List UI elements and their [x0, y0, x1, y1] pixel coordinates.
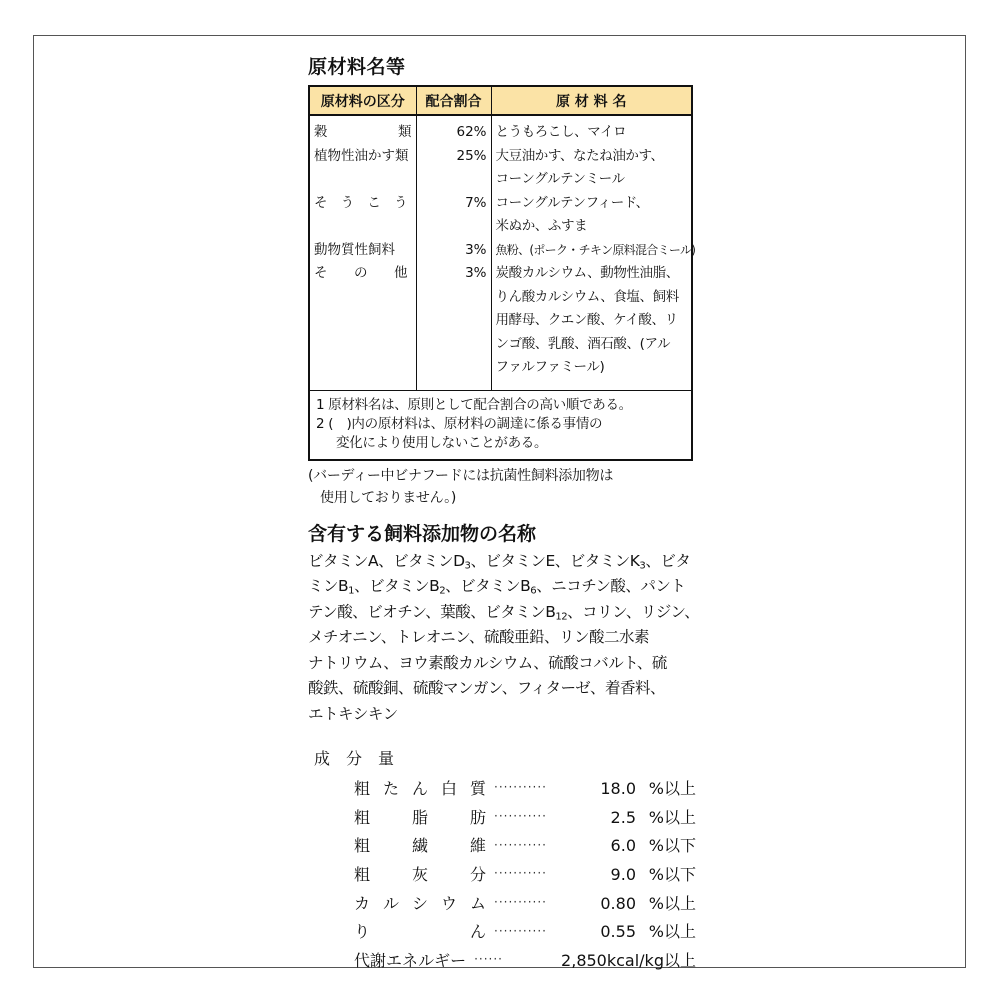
text-span: 、ビタミン [445, 577, 521, 595]
percent-animal: 3% [465, 241, 487, 258]
composition-name-char: 質 [469, 778, 486, 798]
composition-name [354, 862, 486, 885]
composition-name-char: 粗 [354, 807, 371, 827]
composition-unit: %以下 [648, 836, 696, 856]
composition-row [308, 802, 696, 831]
text-span: 、コリン、リジン、 [567, 602, 700, 621]
materials-column [491, 115, 696, 390]
vitamin-d3-subscript: 3 [464, 560, 471, 572]
composition-name-char: ネ [402, 950, 419, 970]
text-span: 、ビタミンE、ビタミン [470, 551, 630, 570]
composition-name-char: カ [354, 893, 371, 913]
header-materials: 原 材 料 名 [491, 86, 692, 115]
percent-column [416, 115, 491, 390]
additives-line-7: エトキシキン [308, 704, 398, 723]
percent-oilcake: 25% [456, 147, 487, 164]
leader-dots: ··········· [494, 923, 547, 938]
text-span: ミン [308, 577, 339, 595]
composition-value-group [547, 776, 696, 799]
ingredients-table [308, 85, 696, 461]
composition-name-char: ウ [440, 893, 457, 913]
additives-line-5: ナトリウム、ヨウ素酸カルシウム、硫酸コバルト、硫 [308, 653, 667, 672]
additives-line-3 [308, 600, 700, 626]
composition-unit: %以上 [648, 922, 696, 942]
category-animal: 動物質性飼料 [314, 241, 395, 258]
text-span: 、ニコチン酸、パント [536, 577, 686, 595]
additives-title: 含有する飼料添加物の名称 [308, 522, 537, 545]
materials-line: ンゴ酸、乳酸、酒石酸、(アル [495, 335, 671, 352]
text-span: 、ビタミン [354, 577, 430, 595]
composition-name [354, 776, 486, 799]
vitamin-b1-letter: B [338, 577, 349, 595]
composition-value-group [503, 948, 696, 971]
remark-line-1: (バーディー中ビナフードには抗菌性飼料添加物は [308, 467, 614, 484]
materials-line: コーングルテンフィード、 [495, 194, 649, 211]
composition-unit: %以上 [648, 893, 696, 913]
leader-dots: ······ [474, 952, 503, 967]
composition-unit: %以下 [648, 864, 696, 884]
composition-name-char: 肪 [469, 807, 486, 827]
composition-title: 成分量 [314, 749, 411, 768]
composition-name-char: 繊 [411, 836, 428, 856]
additives-line-1 [308, 549, 696, 575]
vitamin-b12 [545, 603, 567, 621]
composition-name [354, 805, 486, 828]
category-bran-char-1: そ [314, 194, 328, 211]
category-bran-char-2: う [340, 194, 355, 211]
category-grain-char-1: 穀 [314, 124, 328, 140]
composition-row [308, 830, 696, 859]
header-percent: 配合割合 [416, 86, 491, 115]
materials-line: 魚粉、(ポーク・チキン原料混合ミール) [495, 242, 696, 257]
materials-line: 炭酸カルシウム、動物性油脂、 [495, 265, 679, 281]
composition-name-char: ム [469, 893, 486, 913]
table-header-row [309, 86, 692, 115]
composition-name [354, 833, 486, 856]
composition-name-char: 維 [469, 836, 486, 856]
note-1: 1 原材料名は、原則として配合割合の高い順である。 [316, 396, 632, 413]
ingredients-title: 原材料名等 [308, 56, 406, 78]
composition-name [354, 891, 486, 914]
composition-row [308, 945, 696, 974]
composition-name-char: 白 [440, 778, 457, 798]
materials-line: とうもろこし、マイロ [495, 124, 627, 140]
composition-name-char: シ [411, 893, 428, 913]
composition-value: 6.0 [610, 836, 636, 856]
composition-unit: %以上 [648, 778, 696, 798]
leader-dots: ··········· [494, 895, 547, 910]
percent-grain: 62% [456, 124, 487, 140]
composition-value: 0.55 [600, 922, 636, 942]
composition-unit: %以上 [648, 807, 696, 827]
category-bran [314, 192, 412, 239]
vitamin-b12-letter: B [545, 602, 556, 621]
category-grain-char-2: 類 [398, 124, 412, 140]
composition-row [308, 916, 696, 945]
vitamin-b2 [429, 577, 445, 595]
leader-dots: ··········· [494, 837, 547, 852]
label-column [308, 54, 700, 974]
composition-value-group [547, 862, 696, 885]
percent-other: 3% [465, 265, 487, 281]
materials-line: 用酵母、クエン酸、ケイ酸、リ [495, 312, 678, 328]
composition-section [308, 745, 696, 974]
vitamin-b12-subscript: 12 [555, 611, 568, 623]
composition-value-group [547, 833, 696, 856]
composition-row [308, 859, 696, 888]
composition-name-char: ル [418, 950, 435, 970]
composition-value: 2,850kcal/kg [561, 950, 664, 970]
vitamin-k3-letter: K [629, 551, 640, 570]
materials-line: 米ぬか、ふすま [495, 218, 588, 234]
category-column [309, 115, 416, 390]
composition-row [308, 888, 696, 917]
composition-name-char: 灰 [411, 864, 428, 884]
composition-name-char: 代 [354, 950, 371, 970]
additives-line-2 [308, 574, 696, 600]
vitamin-b6 [520, 577, 536, 595]
vitamin-k3 [630, 552, 646, 570]
composition-name [354, 919, 486, 942]
materials-line: コーングルテンミール [495, 171, 625, 187]
composition-value-group [547, 805, 696, 828]
composition-name-char: 脂 [411, 807, 428, 827]
composition-name-char: り [354, 922, 371, 942]
leader-dots: ··········· [494, 780, 547, 795]
vitamin-b1 [338, 577, 354, 595]
category-other-char-3: 他 [394, 265, 408, 281]
composition-value: 18.0 [600, 778, 636, 798]
leader-dots: ··········· [494, 866, 547, 881]
vitamin-b1-subscript: 1 [348, 585, 355, 597]
materials-line: 大豆油かす、なたね油かす、 [495, 147, 664, 164]
composition-name-char: ん [469, 922, 486, 942]
leader-dots: ··········· [494, 809, 547, 824]
vitamin-k3-subscript: 3 [639, 560, 646, 572]
composition-name-char: エ [386, 950, 403, 970]
additives-line-4: メチオニン、トレオニン、硫酸亜鉛、リン酸二水素 [308, 628, 649, 646]
text-span: 、ビタ [645, 551, 691, 570]
vitamin-b2-subscript: 2 [439, 585, 446, 597]
additives-list [308, 549, 700, 728]
additives-line-6: 酸鉄、硫酸銅、硫酸マンガン、フィターゼ、着香料、 [308, 679, 666, 697]
table-body-row [309, 115, 692, 390]
vitamin-b6-letter: B [520, 577, 531, 595]
category-grain [314, 121, 412, 145]
materials-line: りん酸カルシウム、食塩、飼料 [495, 288, 679, 305]
composition-name-char: 分 [469, 864, 486, 884]
composition-list [308, 773, 696, 974]
vitamin-d3-letter: D [453, 551, 465, 570]
composition-value: 0.80 [600, 893, 636, 913]
composition-name-char: ー [450, 950, 467, 970]
composition-name-char: ん [411, 778, 428, 798]
composition-name-char: ギ [434, 950, 451, 970]
category-other [314, 262, 412, 286]
composition-name-char: 粗 [354, 864, 371, 884]
category-other-char-2: の [354, 265, 368, 281]
text-span: テン酸、ビオチン、葉酸、ビタミン [308, 602, 546, 621]
composition-value: 2.5 [610, 807, 636, 827]
composition-row [308, 773, 696, 802]
note-2: 2 ( )内の原材料は、原材料の調達に係る事情の [316, 415, 603, 432]
category-bran-char-4: う [393, 194, 408, 211]
composition-value-group [547, 919, 696, 942]
category-oilcake: 植物性油かす類 [314, 147, 409, 164]
vitamin-b2-letter: B [429, 577, 440, 595]
note-2-cont: 変化により使用しないことがある。 [336, 434, 548, 451]
table-notes-row [309, 390, 692, 460]
vitamin-d3 [453, 552, 470, 570]
antibiotic-remark [308, 465, 696, 509]
vitamin-b6-subscript: 6 [530, 585, 537, 597]
composition-name-char: ル [382, 893, 399, 913]
composition-name-char: 粗 [354, 836, 371, 856]
materials-line: ファルファミール) [495, 359, 605, 375]
text-span: ビタミンA、ビタミン [308, 551, 454, 570]
category-bran-char-3: こ [367, 194, 381, 211]
composition-value: 9.0 [610, 864, 636, 884]
table-notes [309, 390, 692, 460]
composition-unit: 以上 [663, 950, 696, 970]
header-category: 原材料の区分 [309, 86, 416, 115]
composition-name [354, 948, 466, 971]
composition-value-group [547, 891, 696, 914]
composition-name-char: た [382, 778, 399, 798]
percent-bran: 7% [465, 194, 487, 211]
composition-name-char: 謝 [370, 950, 387, 970]
composition-name-char: 粗 [354, 778, 371, 798]
remark-line-2: 使用しておりません。) [320, 489, 457, 506]
category-other-char-1: そ [314, 265, 328, 281]
